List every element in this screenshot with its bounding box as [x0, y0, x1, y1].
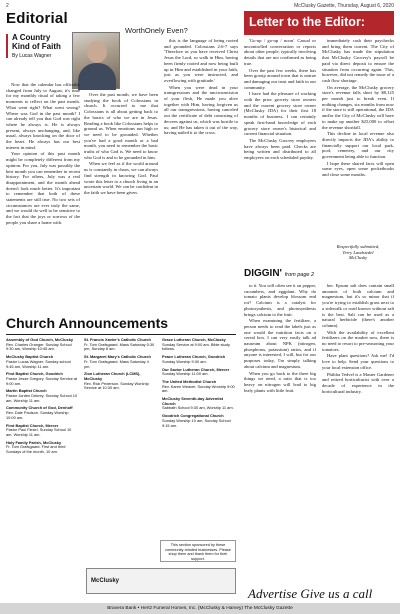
- photo-body: [78, 63, 116, 90]
- church-listing: [84, 355, 156, 369]
- church-name: Zion Lutheran Church (LCMS), McClusky: [84, 371, 141, 381]
- divider: [6, 334, 236, 335]
- church-info: Rev. Charles Granger. Sunday School 9:30 am, Worship 10:45 am.: [6, 341, 72, 352]
- paragraph: immediately cash their paychecks and bring them current. The City of McClusky has made the stipulation that McClusky Grocery's payroll be paid via direct deposit to ensure the situation from occurring again. This, however, did not remedy the issue of a cash flow shortage.: [322, 38, 394, 83]
- editorial-column-2: [84, 92, 158, 310]
- church-column-2: [84, 338, 156, 564]
- church-name: St. Francis Xavier's Catholic Church: [84, 338, 151, 342]
- diggin-title: [244, 268, 314, 279]
- editorial-headline: WorthOnely Even?: [125, 26, 188, 35]
- page-number: 2: [6, 3, 9, 9]
- signer-name: Terry Landsiedel: [342, 249, 374, 255]
- church-listing: [162, 414, 236, 428]
- church-listing: [162, 355, 236, 364]
- paragraph: Your opinion of this past month might be completely different from my opinion. For you, July was possibly the best month you can remember in recent history. For others, July was a real disappointment, and the month ahead doesn't look much better. It's important to remember that both of these statements are still true. No two sets of circumstances are ever truly the same, and we would do well to be sensitive to the fact that the joys or sorrows of the people you share a home with.: [6, 151, 80, 225]
- church-name: The United Methodist Church: [162, 378, 217, 384]
- paragraph: I have had the pleasure of working with the prior grocery store owners and the current grocery store owner (McClusky JDA) for their first 18 months of business. I can certainly speak first-hand knowledge of each grocery store owner's historical and current financial situation.: [244, 91, 316, 137]
- author-photo: [72, 32, 120, 89]
- church-listing: [6, 406, 78, 420]
- church-info: Pastor Lucas Wagner. Sunday school 9:45 am, Worship 11 am.: [6, 358, 71, 369]
- section-title: Editorial: [6, 10, 68, 27]
- church-listing: [162, 380, 236, 394]
- paragraph: Now that the calendar has officially changed from July to August, it's time for my monthly ritual of taking a few moments to reflect on the past month. What went right? What went wrong? Where was God in the past month? I can already tell you that God was right where he always is. He is always present, always unchanging, and, like usual, always knocking on the door of the heart. He always has our best interest in mind.: [6, 82, 80, 150]
- paragraph: With the availability of excellent fertilizers on the market now, there is no need to resort to pre-seasoning your tomatoes.: [322, 329, 394, 352]
- letter-column-1: [244, 38, 316, 262]
- church-name: Community Church of God, Denhoff: [6, 405, 73, 411]
- church-name: McClusky Baptist Church: [6, 354, 54, 360]
- church-info: Sabbath School 9:30 am, Worship 11 am.: [162, 405, 234, 411]
- church-info: Fr. Tom Grafsgaard. Mass Saturday 5:30 pm, Sunday 8 am.: [84, 341, 155, 352]
- church-column-1: [6, 338, 78, 600]
- paragraph: I hope these shared facts will open some eyes, open some pocketbooks and close some mouths.: [322, 160, 394, 178]
- paragraph: to it. You will often see it on pepper, cucumbers, and eggplant. Why do tomato plants develop blossom end rot? Calcium is a catalyst for photosynthesis, and photosynthesis brings calcium to the fruit.: [244, 283, 316, 317]
- paragraph: this is the language of being rooted and grounded. Colossians 2:6-7 says 'Therefore as you have received Christ Jesus the Lord, so walk in Him, having been firmly rooted and now being built up in Him and established in your faith, just as you were instructed, and overflowing with gratitude.': [164, 38, 238, 83]
- paragraph: The McClusky Grocery employees have always been paid. Checks are being written and distributed to all employees on each scheduled payday.: [244, 137, 316, 161]
- paragraph: 'Go-up / go-up / noon'. Casual or uncontrolled conversation or reports about other people, typically involving details that are not confirmed as being true.: [244, 38, 316, 66]
- church-info: Fr. Tom Grafsgaard. First and third Sundays of the month, 10 am.: [6, 444, 66, 455]
- column-title: A Country Kind of Faith: [12, 33, 61, 51]
- paragraph: When examining the fertilizer, a person needs to read the labels just as one would the nutrition facts on a cereal box. I can very easily talk ad nauseum about NPK (nitrogen, phosphorus, potassium) ratios, and if anyone is interested, I will, but for our purposes today, I'm simply talking about calcium and magnesium.: [244, 318, 316, 369]
- paragraph: On average, the McClusky grocery store's revenue falls short by $8,125 per month just to break even. If nothing changes, six months from now if the store is still operational, the JDA and/or the City of McClusky will have to make up another $25,000 to offset the revenue shortfall.: [322, 84, 394, 130]
- church-info: Pastor Paul Fiesel. Sunday School 10 am, Worship 11 am.: [6, 427, 72, 437]
- paragraph: This decline in local revenue also directly impacts the JDA's ability to financially support our local park, pool, cemetery, and our city government being able to function.: [322, 131, 394, 160]
- church-name: Grace Lutheran Church, McClusky: [162, 338, 226, 342]
- diggin-heading: DIGGIN': [244, 268, 282, 279]
- church-name: Holy Family Parish, McClusky: [6, 439, 62, 445]
- church-info: Sunday Worship 9:30 am.: [162, 358, 207, 364]
- accent-bar: [6, 34, 8, 58]
- letter-to-editor-title: Letter to the Editor:: [244, 11, 394, 35]
- sponsor-note: This section sponsored by these community-minded businesses. Please shop them and thank them for their support.: [160, 540, 236, 562]
- church-listing: [84, 372, 156, 391]
- church-name: St. Margaret Mary's Catholic Church: [84, 354, 151, 360]
- letter-column-2: [322, 38, 394, 243]
- church-listing: [162, 397, 236, 411]
- church-column-3: [162, 338, 236, 536]
- church-info: Rev. Dale Paulson. Sunday Worship 10:00 am.: [6, 410, 69, 420]
- church-info: Sunday Service at 9:00 am. Bible study follows.: [162, 341, 230, 352]
- church-info: Sunday Worship 11:00 am.: [162, 371, 209, 377]
- church-name: Peace Lutheran Church, Goodrich: [162, 354, 226, 360]
- signer-town: McClusky: [348, 255, 368, 261]
- church-info: Sunday Worship 10 am, Sunday School 9:15 am.: [162, 417, 231, 428]
- paragraph: When you go back to the three big things we need, a ratio that is too heavy on nitrogen will lead to big leafy plants with little fruit.: [244, 370, 316, 393]
- church-name: Assembly of God Church, McClusky: [6, 338, 74, 342]
- paragraph: Phildra Tedvel is a Master Gardener and retired horticulturist with over a decade of experience in the horticultural industry.: [322, 371, 394, 394]
- diggin-column-2: [322, 283, 394, 579]
- church-listing: [6, 338, 78, 352]
- masthead-info: McClusky Gazette, Thursday, August 6, 2020: [294, 3, 394, 9]
- church-listing: [6, 355, 78, 369]
- church-listing: [162, 368, 236, 377]
- church-listing: [84, 338, 156, 352]
- church-info: Rev. Karen Weaver. Sunday Worship 9:00 am.: [162, 383, 235, 394]
- church-name: First Baptist Church, Mercer: [6, 422, 59, 428]
- church-listing: [162, 338, 236, 352]
- editorial-column-1: [6, 82, 80, 310]
- photo-head: [87, 41, 107, 63]
- sponsor-ad: [86, 568, 236, 594]
- footer-sponsors: Bravera Bank • Hertz Funeral Homes, Inc. (McClusky & Harvey) The McClusky Gazette: [0, 603, 400, 614]
- editorial-column-3: [164, 38, 238, 310]
- church-listing: [6, 389, 78, 403]
- paragraph: When you were dead in your transgressions and the uncircumcision of your flesh, He made you alive together with Him, having forgiven us all our transgressions, having canceled out the certificate of debt consisting of decrees against us, which was hostile to us; and He has taken it out of the way, having nailed it to the cross.: [164, 84, 238, 136]
- diggin-column-1: [244, 283, 316, 579]
- column-header: [6, 32, 70, 80]
- paragraph: When we feel as if the world around us is constantly in chaos, we can always find strength in knowing God. Paul wrote this letter to a church living in an uncertain world. We can be confident in the faith we have been given.: [84, 161, 158, 195]
- advertise-banner: Advertise Give us a call: [248, 586, 373, 601]
- church-name: Martin Baptist Church: [6, 388, 47, 394]
- church-name: Goodrich Congregational Church: [162, 413, 224, 419]
- sponsor-name: McClusky: [91, 578, 120, 584]
- church-listing: [6, 424, 78, 438]
- church-info: Rev. Rick Pederson. Sunday Worship Service at 10:30 am.: [84, 380, 149, 391]
- church-listing: [6, 372, 78, 386]
- continued-from: from page 2: [284, 272, 315, 278]
- church-name: McClusky Seventh-day Adventist Church: [162, 396, 224, 406]
- church-listing: [6, 441, 78, 455]
- paragraph: Over the past month, we have been studying the book of Colossians in church. It occurred to me that Colossians is all about getting back to the basics of who we are in Jesus. Reading a book like Colossians helps to ground us. When emotions run high or we need to be grounded. Whether you've had a good month or a bad month, you need to remember the basic truths of who God is. We need to know who God is and to be grounded in him.: [84, 92, 158, 160]
- church-info: Pastor Jesse Gregory. Sunday Service at 9:00 am.: [6, 375, 78, 386]
- signoff: Respectfully submitted,: [336, 244, 380, 249]
- church-info: Fr. Tom Grafsgaard. Mass Saturday 4 pm.: [84, 358, 149, 369]
- byline: By Lucas Wagner: [12, 53, 52, 59]
- paragraph: Have plant questions? Ask me! I'd love to help. Send your questions to your local extension office.: [322, 353, 394, 370]
- church-announcements-title: Church Announcements: [6, 315, 169, 331]
- paragraph: Over the past few weeks, there has been gossip around town that is untrue and damaging our trust and faith in our community.: [244, 67, 316, 90]
- paragraph: her. Epsom salt does contain small amounts of both calcium and magnesium, but it's so minor that if you're trying to establish grass next to a sidewalk or road known without salt is the best. Salt can be used as a natural herbicide (there's another column).: [322, 283, 394, 328]
- letter-signature: [322, 244, 394, 264]
- church-name: Our Savior Lutheran Church, Mercer: [162, 366, 230, 372]
- church-name: First Baptist Church, Goodrich: [6, 371, 63, 377]
- church-info: Pastor Jorden Dekrey. Sunday School 10 am, Worship 11 am.: [6, 393, 78, 403]
